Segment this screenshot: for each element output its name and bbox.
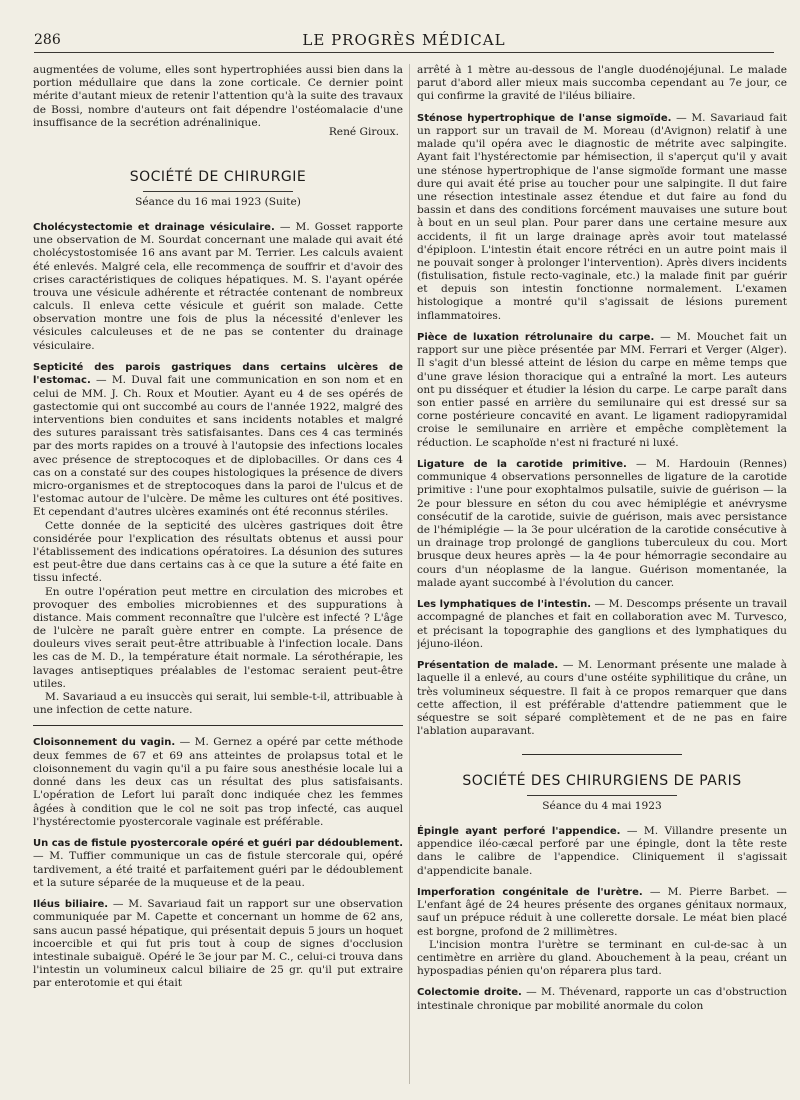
section-divider (522, 754, 682, 755)
article-text: — M. Savariaud fait un rapport sur une observation communiquée par M. Capette et concernant un homme de 62 ans, sans aucun passé hépatique, qui présentait depuis 5 jours un hoquet incoercible et qui fut pris tout à coup de signes d'occlusion intestinale subaiguë. Opéré le 3e jour par M. C., celui-ci trouva dans l'intestin un volumineux calcul biliaire de 25 gr. qu'il put extraire par enterotomie et qui était (33, 897, 403, 990)
session-date: Séance du 4 mai 1923 (542, 799, 662, 812)
article-paragraph (417, 886, 787, 939)
article-heading: Septicité des parois gastriques dans certains ulcères de l'estomac. (33, 361, 403, 387)
article-paragraph: L'incision montra l'urètre se terminant en cul-de-sac à un centimètre en arrière du gland. Abouchement à la peau, créant un hypospadias pénien qu'on réparera plus tard. (417, 938, 787, 978)
article-paragraph (417, 458, 787, 590)
section-divider (33, 725, 403, 726)
article-heading: Colectomie droite. (417, 987, 522, 999)
article-heading: Épingle ayant perforé l'appendice. (417, 825, 621, 837)
article-text: — M. Thévenard, rapporte un cas d'obstruction intestinale chronique par mobilité anormale du colon (417, 986, 787, 1012)
article-heading: Ligature de la carotide primitive. (417, 458, 627, 470)
article-paragraph: M. Savariaud a eu insuccès qui serait, lui semble-t-il, attribuable à une infection de cette nature. (33, 691, 403, 717)
intro-paragraph: augmentées de volume, elles sont hypertrophiées aussi bien dans la portion médullaire que dans la zone corticale. Ce dernier point mérite d'autant mieux de retenir l'attention qu'à la suite des travaux de Bossi, nombre d'auteurs ont fait dépendre l'ostéomalacie d'une insuffisance de la secrétion adrénalinique. (33, 64, 403, 129)
article-text: — M. Villandre presente un appendice iléo-cæcal perforé par une épingle, dont la tête reste dans le calibre de l'appendice. Cliniquement il s'agissait d'appendicite banale. (417, 824, 787, 877)
society-title: SOCIÉTÉ DE CHIRURGIE (129, 169, 307, 186)
article-paragraph (417, 112, 787, 323)
article-paragraph (33, 898, 403, 991)
article-heading: Cholécystectomie et drainage vésiculaire. (33, 221, 275, 233)
page-header (34, 30, 774, 53)
article-text: — M. Tuffier communique un cas de fistule stercorale qui, opéré tardivement, a été traité et parfaitement guéri par le dédoublement et la suture séparée de la muqueuse et de la peau. (33, 850, 403, 889)
article-heading: Sténose hypertrophique de l'anse sigmoïde. (417, 112, 672, 124)
right-column (417, 64, 787, 1084)
author-signature: René Giroux. (328, 125, 399, 138)
article-text: — M. Gernez a opéré par cette méthode deux femmes de 67 et 69 ans atteintes de prolapsus total et le cloisonnement du vagin qu'il a pu faire sous anesthésie locale lui a donné dans les deux cas un résultat des plus satisfaisants. L'opération de Lefort lui paraît donc indiquée chez les femmes âgées à condition que le col ne soit pas trop infecté, cas auquel l'hystérectomie pyostercorale vaginale est préférable. (33, 736, 403, 828)
article-paragraph: Cette donnée de la septicité des ulcères gastriques doit être considérée pour l'explication des résultats obtenus et aussi pour l'établissement des indications opératoires. La désunion des sutures est peut-être due dans certains cas à ce que la suture a été faite en tissu infecté. (33, 519, 403, 585)
article-paragraph (33, 736, 403, 829)
left-column (33, 64, 403, 1084)
article-paragraph (33, 221, 403, 353)
article-text: — M. Savariaud fait un rapport sur un travail de M. Moreau (d'Avignon) relatif à une malade qu'il opéra avec le diagnostic de métrite avec salpingite. Ayant fait l'hystérectomie par hémisection, il s'aperçut qu'il y avait une sténose hypertrophique de l'anse sigmoïde formant une masse dure qui avait été prise au toucher pour une salpingite. Il dut faire une résection intestinale assez étendue et dut faire au fond du bassin et dans des conditions forcément mauvaises une suture bout à bout en un seul plan. Pour parer dans une certaine mesure aux accidents, il fit un large drainage après avoir tout matelassé d'épiploon. L'intestin était encore rétréci en un autre point mais il ne pouvait songer à prolonger l'intervention). Après divers incidents (fistulisation, fistule recto-vaginale, etc.) la malade finit par guérir et depuis son intestin fonctionne normalement. L'examen histologique a montré qu'il s'agissait de lésions purement inflammatoires. (417, 111, 787, 322)
article-paragraph (33, 361, 403, 520)
running-head: LE PROGRÈS MÉDICAL (302, 31, 506, 49)
society-title: SOCIÉTÉ DES CHIRURGIENS DE PARIS (462, 773, 742, 790)
article-text: — M. Gosset rapporte une observation de M. Sourdat concernant une malade qui avait été cholécystostomisée 16 ans avant par M. Terrier. Les calculs avaient été enlevés. Malgré cela, elle recommença de souffrir et d'avoir des crises caractéristiques de coliques hépatiques. M. S. l'ayant opérée trouva une vésicule adhérente et rétractée contenant de nombreux calculs. Il enleva cette vésicule et guérit son malade. Cette observation montre une fois de plus la nécessité d'enlever les vésicules calculeuses et de ne pas se contenter du drainage vésiculaire. (33, 220, 403, 352)
article-heading: Présentation de malade. (417, 659, 559, 671)
article-text: — M. Mouchet fait un rapport sur une pièce présentée par MM. Ferrari et Verger (Alger). Il s'agit d'un blessé atteint de lésion du carpe en même temps que d'une grave lésion thoracique qui a entraîné la mort. Les auteurs ont pu disséquer et étudier la lésion du carpe. Le carpe paraît dans son entier passé en arrière du semilunaire qui est dressé sur sa corne postérieure concavité en avant. Le ligament radiopyramidal croise le semilunaire en arrière et empêche complètement la réduction. Le scaphoïde n'est ni fracturé ni luxé. (417, 330, 787, 449)
article-paragraph (417, 659, 787, 738)
article-heading: Les lymphatiques de l'intestin. (417, 598, 592, 610)
title-rule (143, 191, 293, 192)
article-paragraph (417, 331, 787, 450)
article-paragraph: En outre l'opération peut mettre en circulation des microbes et provoquer des embolies microbiennes et des suppurations à distance. Mais comment reconnaître que l'ulcère est infecté ? L'âge de l'ulcère ne paraît guère entrer en compte. La présence de douleurs vives serait peut-être attribuable à l'infection locale. Dans les cas de M. D., la température était normale. La sérothérapie, les lavages antiseptiques préalables de l'estomac seraient peut-être utiles. (33, 585, 403, 690)
article-text: — M. Descomps présente un travail accompagné de planches et fait en collaboration avec M. Turvesco, et précisant la topographie des ganglions et des lymphatiques du jéjuno-iléon. (417, 597, 787, 650)
article-text: — M. Lenormant présente une malade à laquelle il a enlevé, au cours d'une ostéite syphilitique du crâne, un très volumineux séquestre. Il fait à ce propos remarquer que dans cette affection, il est préférable d'attendre patiemment que le séquestre se soit séparé complètement et de ne pas en faire l'ablation auparavant. (417, 658, 787, 738)
article-text: — M. Duval fait une communication en son nom et en celui de MM. J. Ch. Roux et Moutier. Ayant eu 4 de ses opérés de gastectomie qui ont succombé au cours de l'année 1922, malgré des interventions bien conduites et sans incidents notables et malgré des sutures paraissant très satisfaisantes. Dans ces 4 cas terminés par des morts rapides on a trouvé à l'autopsie des infections locales avec présence de streptocoques et de diplobacilles. Or dans ces 4 cas on a constaté sur des coupes histologiques la présence de divers micro-organismes et de streptocoques dans la paroi de l'ulcus et de l'estomac autour de l'ulcère. De même les cultures ont été positives. Et cependant d'autres ulcères examinés ont été reconnus stériles. (33, 374, 403, 519)
article-paragraph: arrêté à 1 mètre au-dessous de l'angle duodénojéjunal. Le malade parut d'abord aller mieux mais succomba cependant au 7e jour, ce qui confirme la gravité de l'iléus biliaire. (417, 64, 787, 103)
article-paragraph (417, 825, 787, 878)
article-heading: Pièce de luxation rétrolunaire du carpe. (417, 331, 655, 343)
article-heading: Iléus biliaire. (33, 898, 109, 910)
page-number: 286 (34, 32, 61, 48)
article-heading: Un cas de fistule pyostercorale opéré et guéri par dédoublement. (33, 837, 403, 849)
article-paragraph (33, 837, 403, 890)
article-text: — M. Hardouin (Rennes) communique 4 observations personnelles de ligature de la carotide primitive : l'une pour exophtalmos pulsatile, suivie de guérison — la 2e pour blessure en séton du cou avec hémiplégie et anévrysme consécutif de la carotide, suivie de guérison, mais avec persistance de l'hémiplégie — la 3e pour ulcération de la carotide consécutive à un drainage trop prolongé de ganglions tuberculeux du cou. Mort brusque deux heures après — la 4e pour hémorragie secondaire au cours d'un néoplasme de la langue. Guérison momentanée, la malade ayant succombé à l'évolution du cancer. (417, 457, 787, 589)
article-paragraph (417, 598, 787, 651)
article-text: — M. Pierre Barbet. — L'enfant âgé de 24 heures présente des organes génitaux normaux, sauf un prépuce réduit à une collerette dorsale. Le méat bien placé est borgne, profond de 2 millimètres. (417, 885, 787, 938)
article-heading: Imperforation congénitale de l'urètre. (417, 886, 643, 898)
title-rule (527, 795, 677, 796)
article-paragraph (417, 986, 787, 1013)
article-heading: Cloisonnement du vagin. (33, 737, 176, 749)
session-date: Séance du 16 mai 1923 (Suite) (135, 195, 301, 208)
column-rule (409, 64, 410, 1084)
